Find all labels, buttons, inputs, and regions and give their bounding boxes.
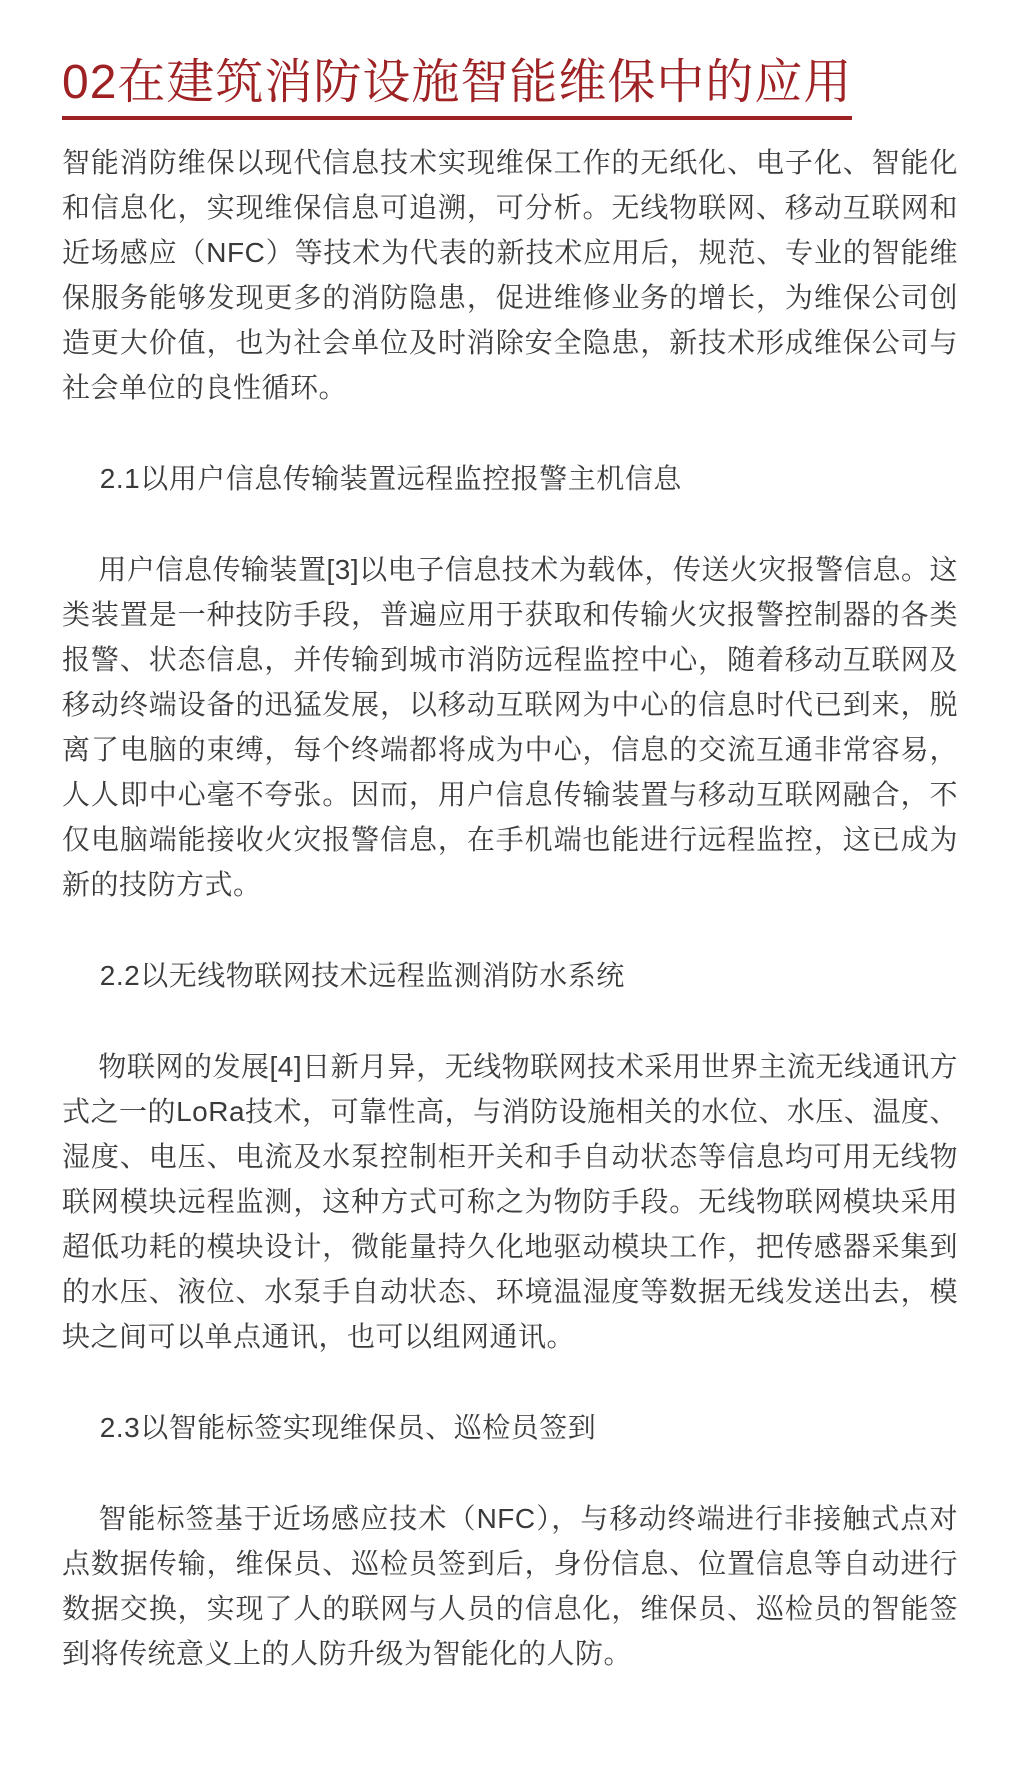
section-heading-2-3: 2.3以智能标签实现维保员、巡检员签到 — [99, 1412, 597, 1444]
intro-paragraph: 智能消防维保以现代信息技术实现维保工作的无纸化、电子化、智能化和信息化，实现维保信息可追溯，可分析。无线物联网、移动互联网和近场感应（NFC）等技术为代表的新技术应用后，规范、专业的智能维保服务能够发现更多的消防隐患，促进维修业务的增长，为维保公司创造更大价值，也为社会单位及时消除安全隐患，新技术形成维保公司与社会单位的良性循环。 — [62, 147, 958, 404]
page-title — [62, 50, 958, 116]
section-body-2-2: 物联网的发展[4]日新月异，无线物联网技术采用世界主流无线通讯方式之一的LoRa技术，可靠性高，与消防设施相关的水位、水压、温度、湿度、电压、电流及水泵控制柜开关和手自动状态等信息均可用无线物联网模块远程监测，这种方式可称之为物防手段。无线物联网模块采用超低功耗的模块设计，微能量持久化地驱动模块工作，把传感器采集到的水压、液位、水泵手自动状态、环境温湿度等数据无线发送出去，模块之间可以单点通讯，也可以组网通讯。 — [62, 1051, 958, 1353]
section-body-2-3: 智能标签基于近场感应技术（NFC），与移动终端进行非接触式点对点数据传输，维保员、巡检员签到后，身份信息、位置信息等自动进行数据交换，实现了人的联网与人员的信息化，维保员、巡检员的智能签到将传统意义上的人防升级为智能化的人防。 — [62, 1503, 958, 1670]
page-title-text: 02在建筑消防设施智能维保中的应用 — [62, 56, 852, 120]
section-heading-2-1: 2.1以用户信息传输装置远程监控报警主机信息 — [99, 463, 682, 495]
section-heading-2-2: 2.2以无线物联网技术远程监测消防水系统 — [99, 960, 625, 992]
section-body-2-1: 用户信息传输装置[3]以电子信息技术为载体，传送火灾报警信息。这类装置是一种技防手段，普遍应用于获取和传输火灾报警控制器的各类报警、状态信息，并传输到城市消防远程监控中心，随着移动互联网及移动终端设备的迅猛发展，以移动互联网为中心的信息时代已到来，脱离了电脑的束缚，每个终端都将成为中心，信息的交流互通非常容易，人人即中心毫不夸张。因而，用户信息传输装置与移动互联网融合，不仅电脑端能接收火灾报警信息，在手机端也能进行远程监控，这已成为新的技防方式。 — [62, 554, 958, 901]
